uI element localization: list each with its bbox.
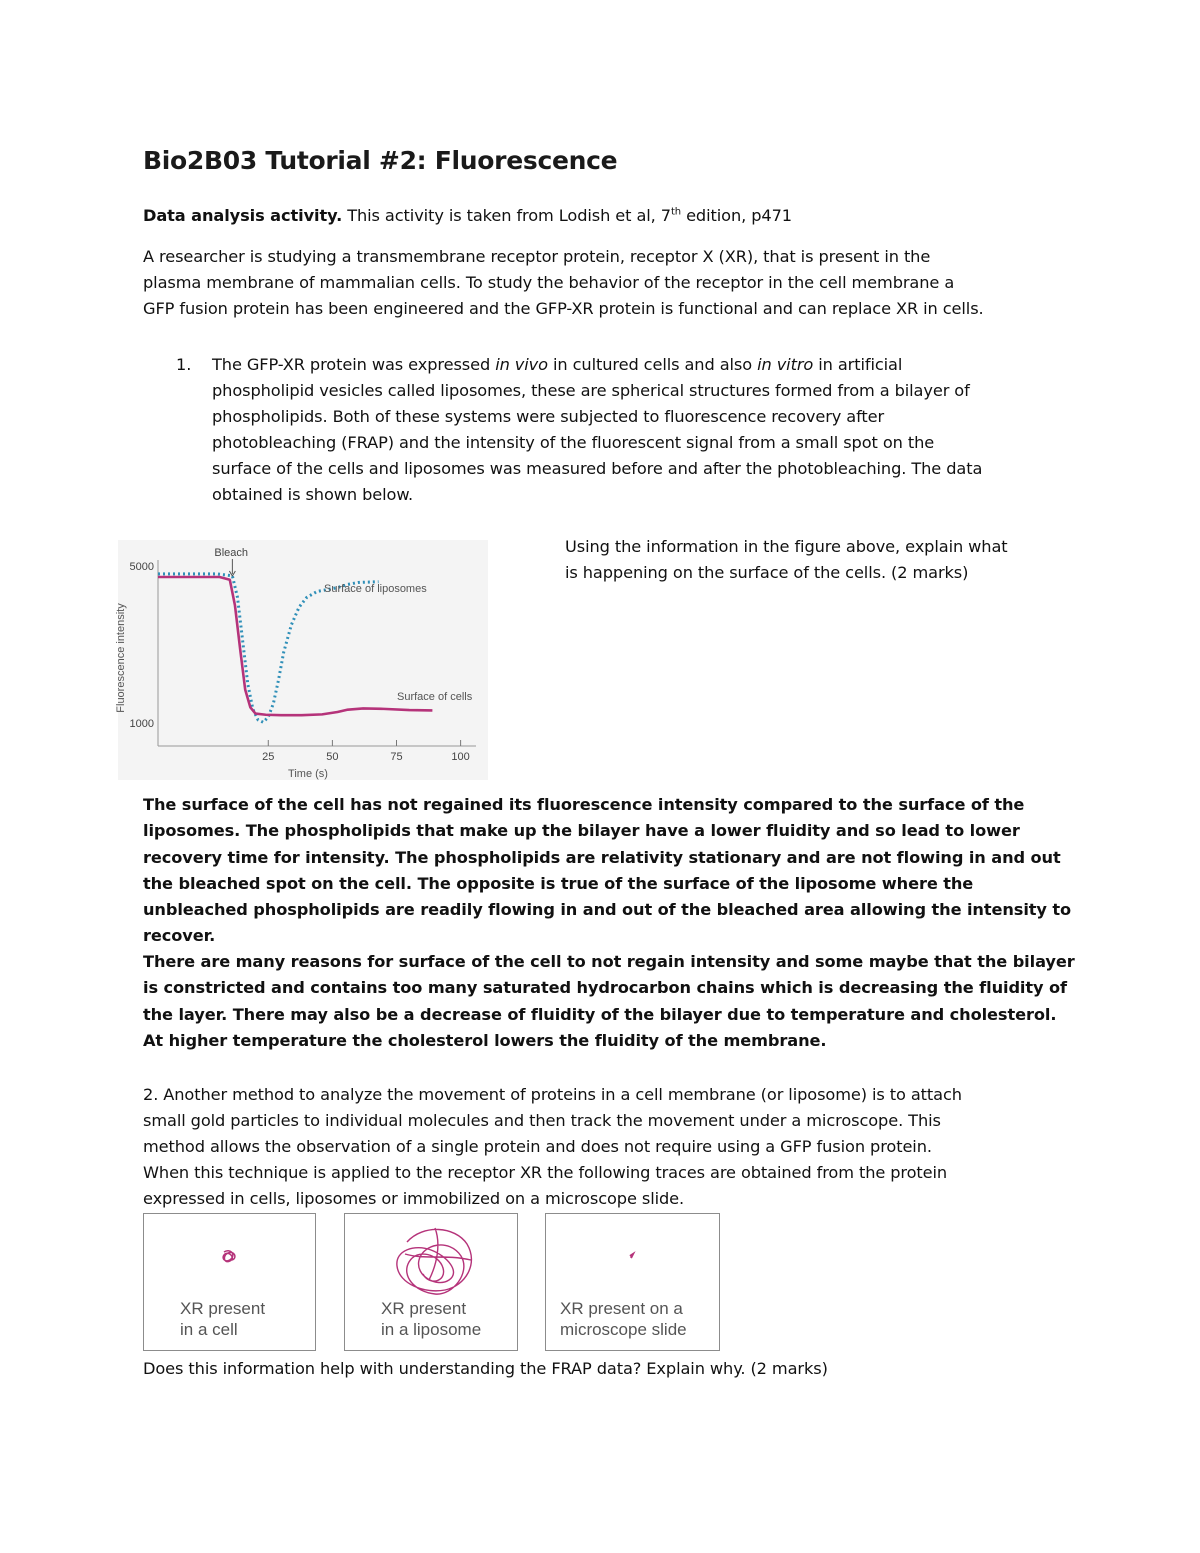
answer-line: At higher temperature the cholesterol lowers the fluidity of the membrane. [143,1031,827,1050]
y-tick-label: 5000 [129,561,154,573]
bleach-label: Bleach [214,547,249,559]
question-1-prompt: is happening on the surface of the cells. (2 marks) [565,563,969,582]
x-tick-label: 25 [262,751,275,763]
trace-panel-slide [545,1213,720,1351]
trace-label-liposome-1: XR present [381,1299,467,1318]
y-axis-label: Fluorescence intensity [115,603,127,713]
scenario-line: GFP fusion protein has been engineered and the GFP-XR protein is functional and can replace XR in cells. [143,299,984,318]
series-label-liposomes: Surface of liposomes [324,583,427,595]
q1-text: The GFP-XR protein was expressed [212,355,496,374]
y-tick-label: 1000 [129,718,154,730]
q1-in-vivo: in vivo [495,355,548,374]
trace-label-slide-1: XR present on a [560,1299,683,1318]
scenario-line: plasma membrane of mammalian cells. To study the behavior of the receptor in the cell membrane a [143,273,955,292]
question-2-line: method allows the observation of a single protein and does not require using a GFP fusion protein. [143,1137,932,1156]
answer-line: the layer. There may also be a decrease of fluidity of the bilayer due to temperature and cholesterol. [143,1005,1057,1024]
intro-lead: Data analysis activity. [143,206,343,225]
question-2-prompt: Does this information help with understanding the FRAP data? Explain why. (2 marks) [143,1359,828,1378]
intro-sup: th [670,206,682,218]
answer-line: the bleached spot on the cell. The opposite is true of the surface of the liposome where the [143,874,974,893]
answer-line: recovery time for intensity. The phospholipids are relativity stationary and are not flowing in and out [143,848,1061,867]
question-1-number: 1. [176,355,192,374]
trace-path-cell [223,1251,235,1262]
trace-path-liposome [397,1228,472,1294]
trace-panel-cell [143,1213,316,1351]
q1-in-vitro: in vitro [757,355,814,374]
question-1-line: photobleaching (FRAP) and the intensity of the fluorescent signal from a small spot on the [212,433,935,452]
q1-text: in cultured cells and also [547,355,758,374]
intro-text-a: This activity is taken from Lodish et al, 7 [342,206,671,225]
question-1-line: obtained is shown below. [212,485,414,504]
intro-text-b: edition, p471 [681,206,792,225]
question-2-line: expressed in cells, liposomes or immobilized on a microscope slide. [143,1189,685,1208]
question-2-line: small gold particles to individual molecules and then track the movement under a microscope. This [143,1111,941,1130]
question-1-line: surface of the cells and liposomes was measured before and after the photobleaching. The data [212,459,983,478]
question-2-line: 2. Another method to analyze the movement of proteins in a cell membrane (or liposome) is to attach [143,1085,962,1104]
frap-chart [115,540,488,780]
series-label-cells: Surface of cells [397,691,473,703]
trace-panel-liposome [344,1213,518,1351]
intro-line [143,203,792,229]
question-1-line [212,352,902,378]
question-1-line: phospholipid vesicles called liposomes, these are spherical structures formed from a bilayer of [212,381,970,400]
answer-line: recover. [143,926,216,945]
x-tick-label: 75 [390,751,403,763]
trace-label-cell-1: XR present [180,1299,266,1318]
scenario-line: A researcher is studying a transmembrane receptor protein, receptor X (XR), that is present in the [143,247,931,266]
answer-line: unbleached phospholipids are readily flowing in and out of the bleached area allowing the intensity to [143,900,1072,919]
x-tick-label: 100 [451,751,470,763]
question-2-line: When this technique is applied to the receptor XR the following traces are obtained from the protein [143,1163,948,1182]
trace-path-slide [630,1254,633,1258]
answer-line: is constricted and contains too many saturated hydrocarbon chains which is decreasing the fluidity of [143,978,1067,997]
x-tick-label: 50 [326,751,339,763]
question-1-prompt: Using the information in the figure above, explain what [565,537,1008,556]
q1-text: in artificial [813,355,903,374]
trace-label-cell-2: in a cell [180,1320,238,1339]
trace-label-slide-2: microscope slide [560,1320,687,1339]
answer-line: liposomes. The phospholipids that make up the bilayer have a lower fluidity and so lead to lower [143,821,1020,840]
question-1-line: phospholipids. Both of these systems were subjected to fluorescence recovery after [212,407,885,426]
answer-line: There are many reasons for surface of the cell to not regain intensity and some maybe that the bilayer [143,952,1075,971]
x-axis-label: Time (s) [288,768,328,780]
frap-chart-svg [115,540,488,780]
page-title: Bio2B03 Tutorial #2: Fluorescence [143,146,618,175]
answer-line: The surface of the cell has not regained its fluorescence intensity compared to the surface of the [143,795,1025,814]
trace-label-liposome-2: in a liposome [381,1320,482,1339]
